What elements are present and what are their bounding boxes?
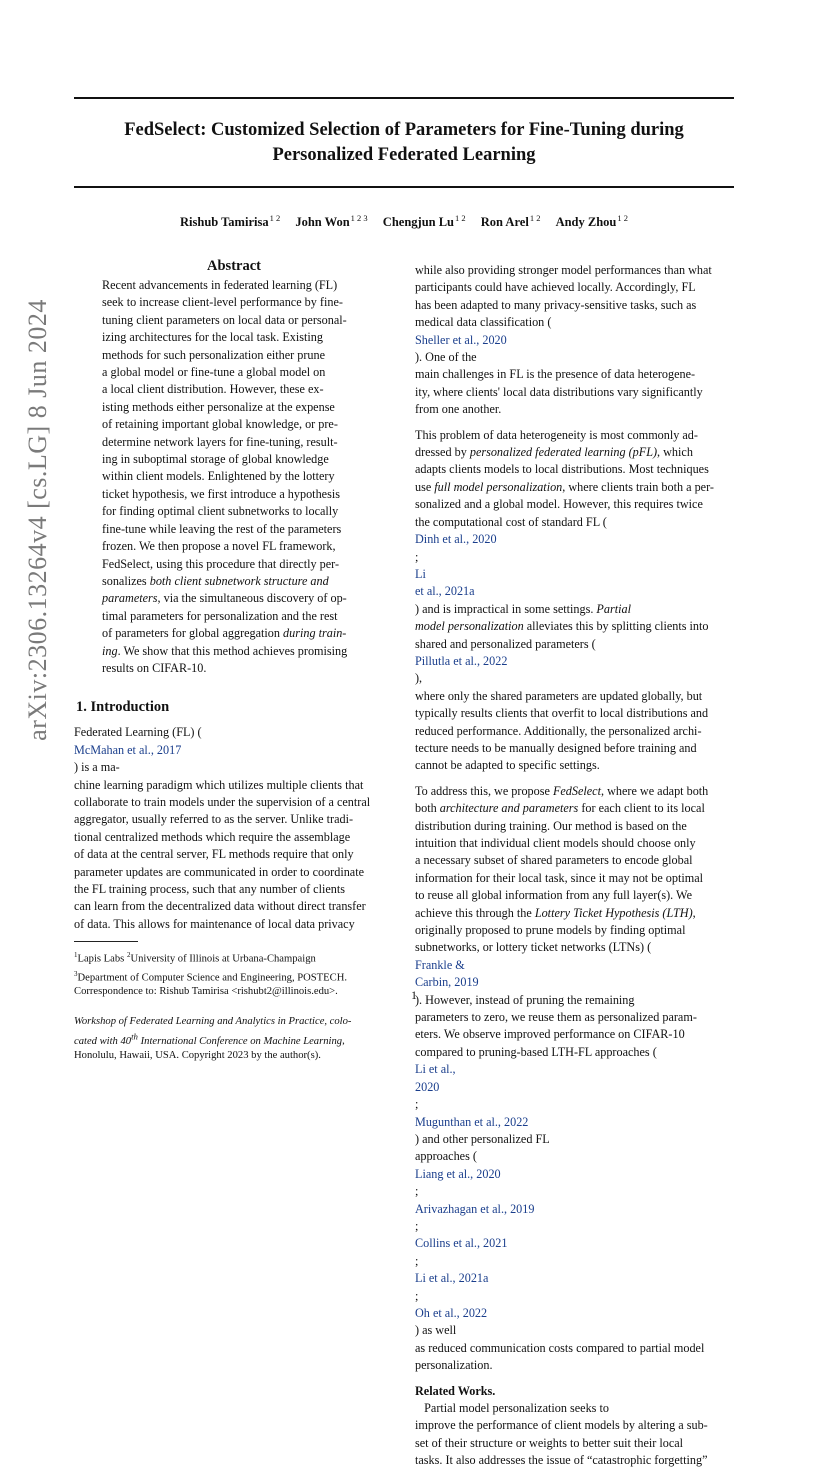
page-number: 1: [411, 988, 417, 1002]
right-column: [415, 262, 735, 1470]
text-line: a local client distribution. However, these ex-: [102, 382, 324, 397]
text-line: Federated Learning (FL) ( McMahan et al., 2017 ) is a ma-: [74, 725, 202, 775]
text-line: This problem of data heterogeneity is most commonly ad-: [415, 427, 698, 442]
text-line: use full model personalization, where clients train both a per-: [415, 479, 714, 494]
text-line: collaborate to train models under the supervision of a central: [74, 794, 371, 809]
text-line: Carbin, 2019 ). However, instead of pruning the remaining: [415, 975, 635, 1007]
text-line: tional centralized methods which require the assemblage: [74, 829, 351, 844]
text-line: timal parameters for personalization and the rest: [102, 608, 338, 623]
text-line: ing in suboptimal storage of global knowledge: [102, 452, 329, 467]
text-line: a global model or fine-tune a global model on: [102, 365, 326, 380]
text-line: improve the performance of client models by altering a sub-: [415, 1418, 708, 1433]
abstract-heading: Abstract: [207, 258, 261, 274]
author: [383, 215, 466, 229]
text-line: for finding optimal client subnetworks to locally: [102, 504, 339, 519]
text-line: of data at the central server, FL methods require that only: [74, 847, 354, 862]
text-line: To address this, we propose FedSelect, where we adapt both: [415, 783, 709, 798]
text-line: medical data classification ( Sheller et al., 2020 ). One of the: [415, 315, 552, 365]
text-line: parameters, via the simultaneous discovery of op-: [102, 591, 347, 606]
text-line: frozen. We then propose a novel FL framework,: [102, 539, 336, 554]
footnote-line: Correspondence to: Rishub Tamirisa <rishubt2@illinois.edu>.: [74, 986, 338, 998]
text-line: Related Works. Partial model personalization seeks to: [415, 1383, 609, 1415]
workshop-line: cated with 40th International Conference on Machine Learning,: [74, 1031, 345, 1047]
left-column: [74, 258, 394, 1063]
text-line: tasks. It also addresses the issue of “catastrophic forgetting”: [415, 1453, 708, 1468]
author-affiliation: 1 2: [455, 213, 466, 223]
text-line: FedSelect, using this procedure that directly per-: [102, 556, 340, 571]
text-line: isting methods either personalize at the expense: [102, 399, 335, 414]
text-line: personalization.: [415, 1358, 493, 1373]
text-line: fine-tune while leaving the rest of the parameters: [102, 521, 342, 536]
paragraph: [415, 262, 735, 419]
text-line: originally proposed to prune models by finding optimal: [415, 923, 686, 938]
author: [180, 215, 280, 229]
text-line: shared and personalized parameters ( Pillutla et al., 2022 ),: [415, 636, 596, 686]
text-line: a necessary subset of shared parameters to encode global: [415, 853, 693, 868]
author: [556, 215, 628, 229]
text-line: typically results clients that overfit to local distributions and: [415, 706, 709, 721]
text-line: et al., 2021a ) and is impractical in some settings. Partial: [415, 584, 631, 616]
text-line: reduced performance. Additionally, the personalized archi-: [415, 723, 702, 738]
introduction-heading: 1. Introduction: [76, 699, 170, 716]
text-line: ing. We show that this method achieves promising: [102, 643, 348, 658]
text-line: aggregator, usually referred to as the server. Unlike tradi-: [74, 812, 354, 827]
workshop-line: Honolulu, Hawaii, USA. Copyright 2023 by the author(s).: [74, 1049, 321, 1061]
author-name: Ron Arel: [480, 215, 529, 230]
text-line: sonalized and a global model. However, this requires twice: [415, 497, 703, 512]
paper-title: [74, 118, 734, 168]
text-line: parameter updates are communicated in order to coordinate: [74, 864, 365, 879]
author-name: Chengjun Lu: [382, 215, 455, 230]
text-line: dressed by personalized federated learning (pFL), which: [415, 445, 693, 460]
workshop-note: [74, 1015, 394, 1063]
text-line: model personalization alleviates this by splitting clients into: [415, 619, 709, 634]
footnote-rule: [74, 941, 138, 942]
text-line: participants could have achieved locally. Accordingly, FL: [415, 280, 696, 295]
abstract-body: [102, 277, 366, 677]
author-name: John Won: [295, 215, 350, 230]
text-line: Collins et al., 2021 ; Li et al., 2021a ; Oh et al., 2022 ) as well: [415, 1236, 508, 1338]
text-line: of parameters for global aggregation during train-: [102, 626, 347, 641]
text-line: eters. We observe improved performance on CIFAR-10: [415, 1027, 685, 1042]
title-top-rule: [74, 97, 734, 99]
text-line: intuition that individual client models should choose only: [415, 836, 696, 850]
text-line: within client models. Enlightened by the lottery: [102, 469, 335, 484]
text-line: both architecture and parameters for each client to its local: [415, 801, 705, 816]
text-line: the computational cost of standard FL ( Dinh et al., 2020 ; Li: [415, 514, 607, 581]
text-line: chine learning paradigm which utilizes multiple clients that: [74, 777, 364, 792]
paragraph: [415, 783, 735, 1375]
author-affiliation: 1 2 3: [350, 213, 368, 223]
text-line: information for their local task, since it may not be optimal: [415, 870, 704, 885]
text-line: subnetworks, or lottery ticket networks (LTNs) ( Frankle &: [415, 940, 652, 972]
text-line: cannot be adapted to specific settings.: [415, 758, 600, 773]
author-name: Rishub Tamirisa: [180, 215, 269, 230]
author-list: [74, 213, 734, 230]
arxiv-stamp-text: arXiv:2306.13264v4 [cs.LG] 8 Jun 2024: [23, 299, 52, 741]
footnote-line: $^1$Lapis Labs $^2$University of Illinois at Urbana-Champaign: [74, 951, 316, 965]
text-line: izing architectures for the local task. Existing: [102, 330, 323, 345]
text-line: ticket hypothesis, we first introduce a hypothesis: [102, 486, 340, 501]
text-line: has been adapted to many privacy-sensitive tasks, such as: [415, 297, 697, 312]
author-affiliation: 1 2: [617, 213, 628, 223]
text-line: of retaining important global knowledge, or pre-: [102, 417, 338, 432]
text-line: Recent advancements in federated learning (FL): [102, 278, 338, 292]
workshop-line: Workshop of Federated Learning and Analytics in Practice, colo-: [74, 1016, 352, 1028]
text-line: where only the shared parameters are updated globally, but: [415, 688, 703, 703]
author-name: Andy Zhou: [555, 215, 617, 230]
text-line: parameters to zero, we reuse them as personalized param-: [415, 1010, 697, 1025]
text-line: 2020 ; Mugunthan et al., 2022 ) and other personalized FL: [415, 1079, 550, 1146]
text-line: methods for such personalization either prune: [102, 347, 326, 362]
text-line: seek to increase client-level performance by fine-: [102, 295, 343, 310]
title-line: FedSelect: Customized Selection of Parameters for Fine-Tuning during: [124, 120, 684, 140]
text-line: main challenges in FL is the presence of data heterogene-: [415, 367, 696, 382]
text-line: tuning client parameters on local data or personal-: [102, 312, 347, 327]
text-line: to reuse all global information from any full layer(s). We: [415, 888, 692, 903]
author: [481, 215, 541, 229]
text-line: set of their structure or weights to better suit their local: [415, 1435, 684, 1450]
text-line: ity, where clients' local data distributions vary significantly: [415, 384, 703, 399]
text-line: adapts clients models to local distributions. Most techniques: [415, 462, 709, 477]
text-line: as reduced communication costs compared to partial model: [415, 1340, 705, 1355]
text-line: achieve this through the Lottery Ticket Hypothesis (LTH),: [415, 905, 696, 920]
text-line: determine network layers for fine-tuning, result-: [102, 434, 338, 449]
author-affiliation: 1 2: [529, 213, 541, 223]
author: [295, 215, 367, 229]
title-line: Personalized Federated Learning: [272, 145, 536, 165]
text-line: sonalizes both client subnetwork structure and: [102, 573, 329, 588]
text-line: compared to pruning-based LTH-FL approaches ( Li et al.,: [415, 1044, 657, 1077]
introduction-paragraph: [74, 724, 394, 933]
text-line: results on CIFAR-10.: [102, 660, 207, 675]
related-works-paragraph: [415, 1383, 735, 1470]
text-line: approaches ( Liang et al., 2020 ; Arivazhagan et al., 2019 ;: [415, 1149, 535, 1233]
paragraph: [415, 427, 735, 775]
text-line: can learn from the decentralized data without direct transfer: [74, 899, 366, 914]
text-line: while also providing stronger model performances than what: [415, 263, 712, 277]
text-line: distribution during training. Our method is based on the: [415, 818, 687, 833]
text-line: tecture needs to be manually designed before training and: [415, 740, 697, 755]
text-line: from one another.: [415, 402, 502, 417]
footnote-line: $^3$Department of Computer Science and Engineering, POSTECH.: [74, 969, 347, 984]
text-line: of data. This allows for maintenance of local data privacy: [74, 916, 355, 931]
text-line: the FL training process, such that any number of clients: [74, 882, 345, 896]
title-bottom-rule: [74, 186, 734, 188]
abstract: [74, 258, 394, 677]
author-affiliation: 1 2: [269, 213, 281, 223]
